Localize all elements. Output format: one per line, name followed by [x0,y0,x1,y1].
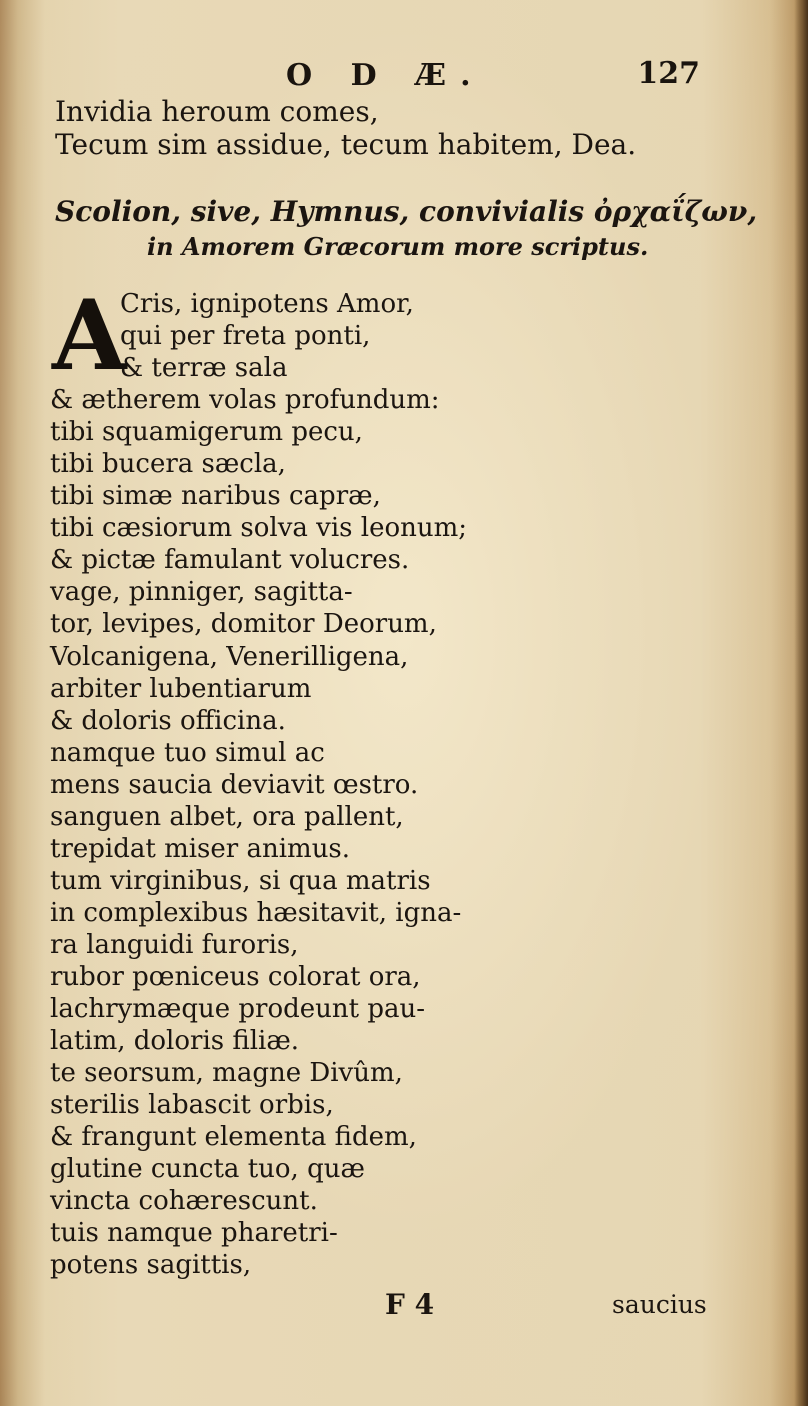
page-number: 127 [637,56,700,91]
poem-line: tor, levipes, domitor Deorum, [50,609,437,640]
poem-line: tibi bucera sæcla, [50,449,286,480]
poem-line: lachrymæque prodeunt pau- [50,994,426,1025]
running-title: O D Æ. [286,58,485,93]
poem-body [50,279,670,1281]
poem-line: qui per freta ponti, [120,321,371,352]
poem-line: & terræ sala [120,353,288,384]
preceding-verse [55,96,715,162]
poem-line: tum virginibus, si qua matris [50,865,431,896]
poem-line: ra languidi furoris, [50,929,299,960]
poem-heading [55,194,758,264]
poem-line: & frangunt elementa fidem, [50,1122,417,1153]
poem-line: trepidat miser animus. [50,833,351,864]
signature-mark: F 4 [385,1288,435,1321]
poem-line: latim, doloris filiæ. [50,1026,300,1057]
poem-line: tuis namque pharetri- [50,1218,338,1249]
verse-line: Tecum sim assidue, tecum habitem, Dea. [55,127,637,161]
poem-line: tibi squamigerum pecu, [50,417,363,448]
verse-line: Invidia heroum comes, [55,95,379,128]
poem-line: Volcanigena, Venerilligena, [50,641,409,672]
poem-line: te seorsum, magne Divûm, [50,1058,403,1089]
page-edge-shadow [794,0,808,1406]
poem-line: in complexibus hæsitavit, igna- [50,897,462,928]
heading-line-2: in Amorem Græcorum more scriptus. [147,232,649,261]
poem-line: sanguen albet, ora pallent, [50,801,404,832]
catchword: saucius [612,1290,707,1319]
poem-line: Cris, ignipotens Amor, [120,289,414,319]
poem-line: sterilis labascit orbis, [50,1090,334,1121]
poem-line: arbiter lubentiarum [50,673,312,704]
poem-line: glutine cuncta tuo, quæ [50,1154,365,1185]
poem-line: & doloris officina. [50,705,286,736]
page-header [230,52,700,98]
drop-cap: A [52,279,127,392]
poem-line: & ætherem volas profundum: [50,385,440,416]
poem-line: tibi cæsiorum solva vis leonum; [50,513,468,544]
poem-line: tibi simæ naribus capræ, [50,481,381,512]
poem-line: & pictæ famulant volucres. [50,545,410,576]
poem-line: rubor pœniceus colorat ora, [50,961,421,992]
poem-line: namque tuo simul ac [50,737,325,768]
poem-line: vage, pinniger, sagitta- [50,577,353,608]
poem-line: vincta cohærescunt. [50,1186,318,1217]
page-footer [0,1286,808,1330]
poem-line: mens saucia deviavit œstro. [50,769,419,800]
heading-line-1: Scolion, sive, Hymnus, convivialis ὀρχαΐζων, [55,195,758,228]
poem-line: potens sagittis, [50,1250,252,1281]
